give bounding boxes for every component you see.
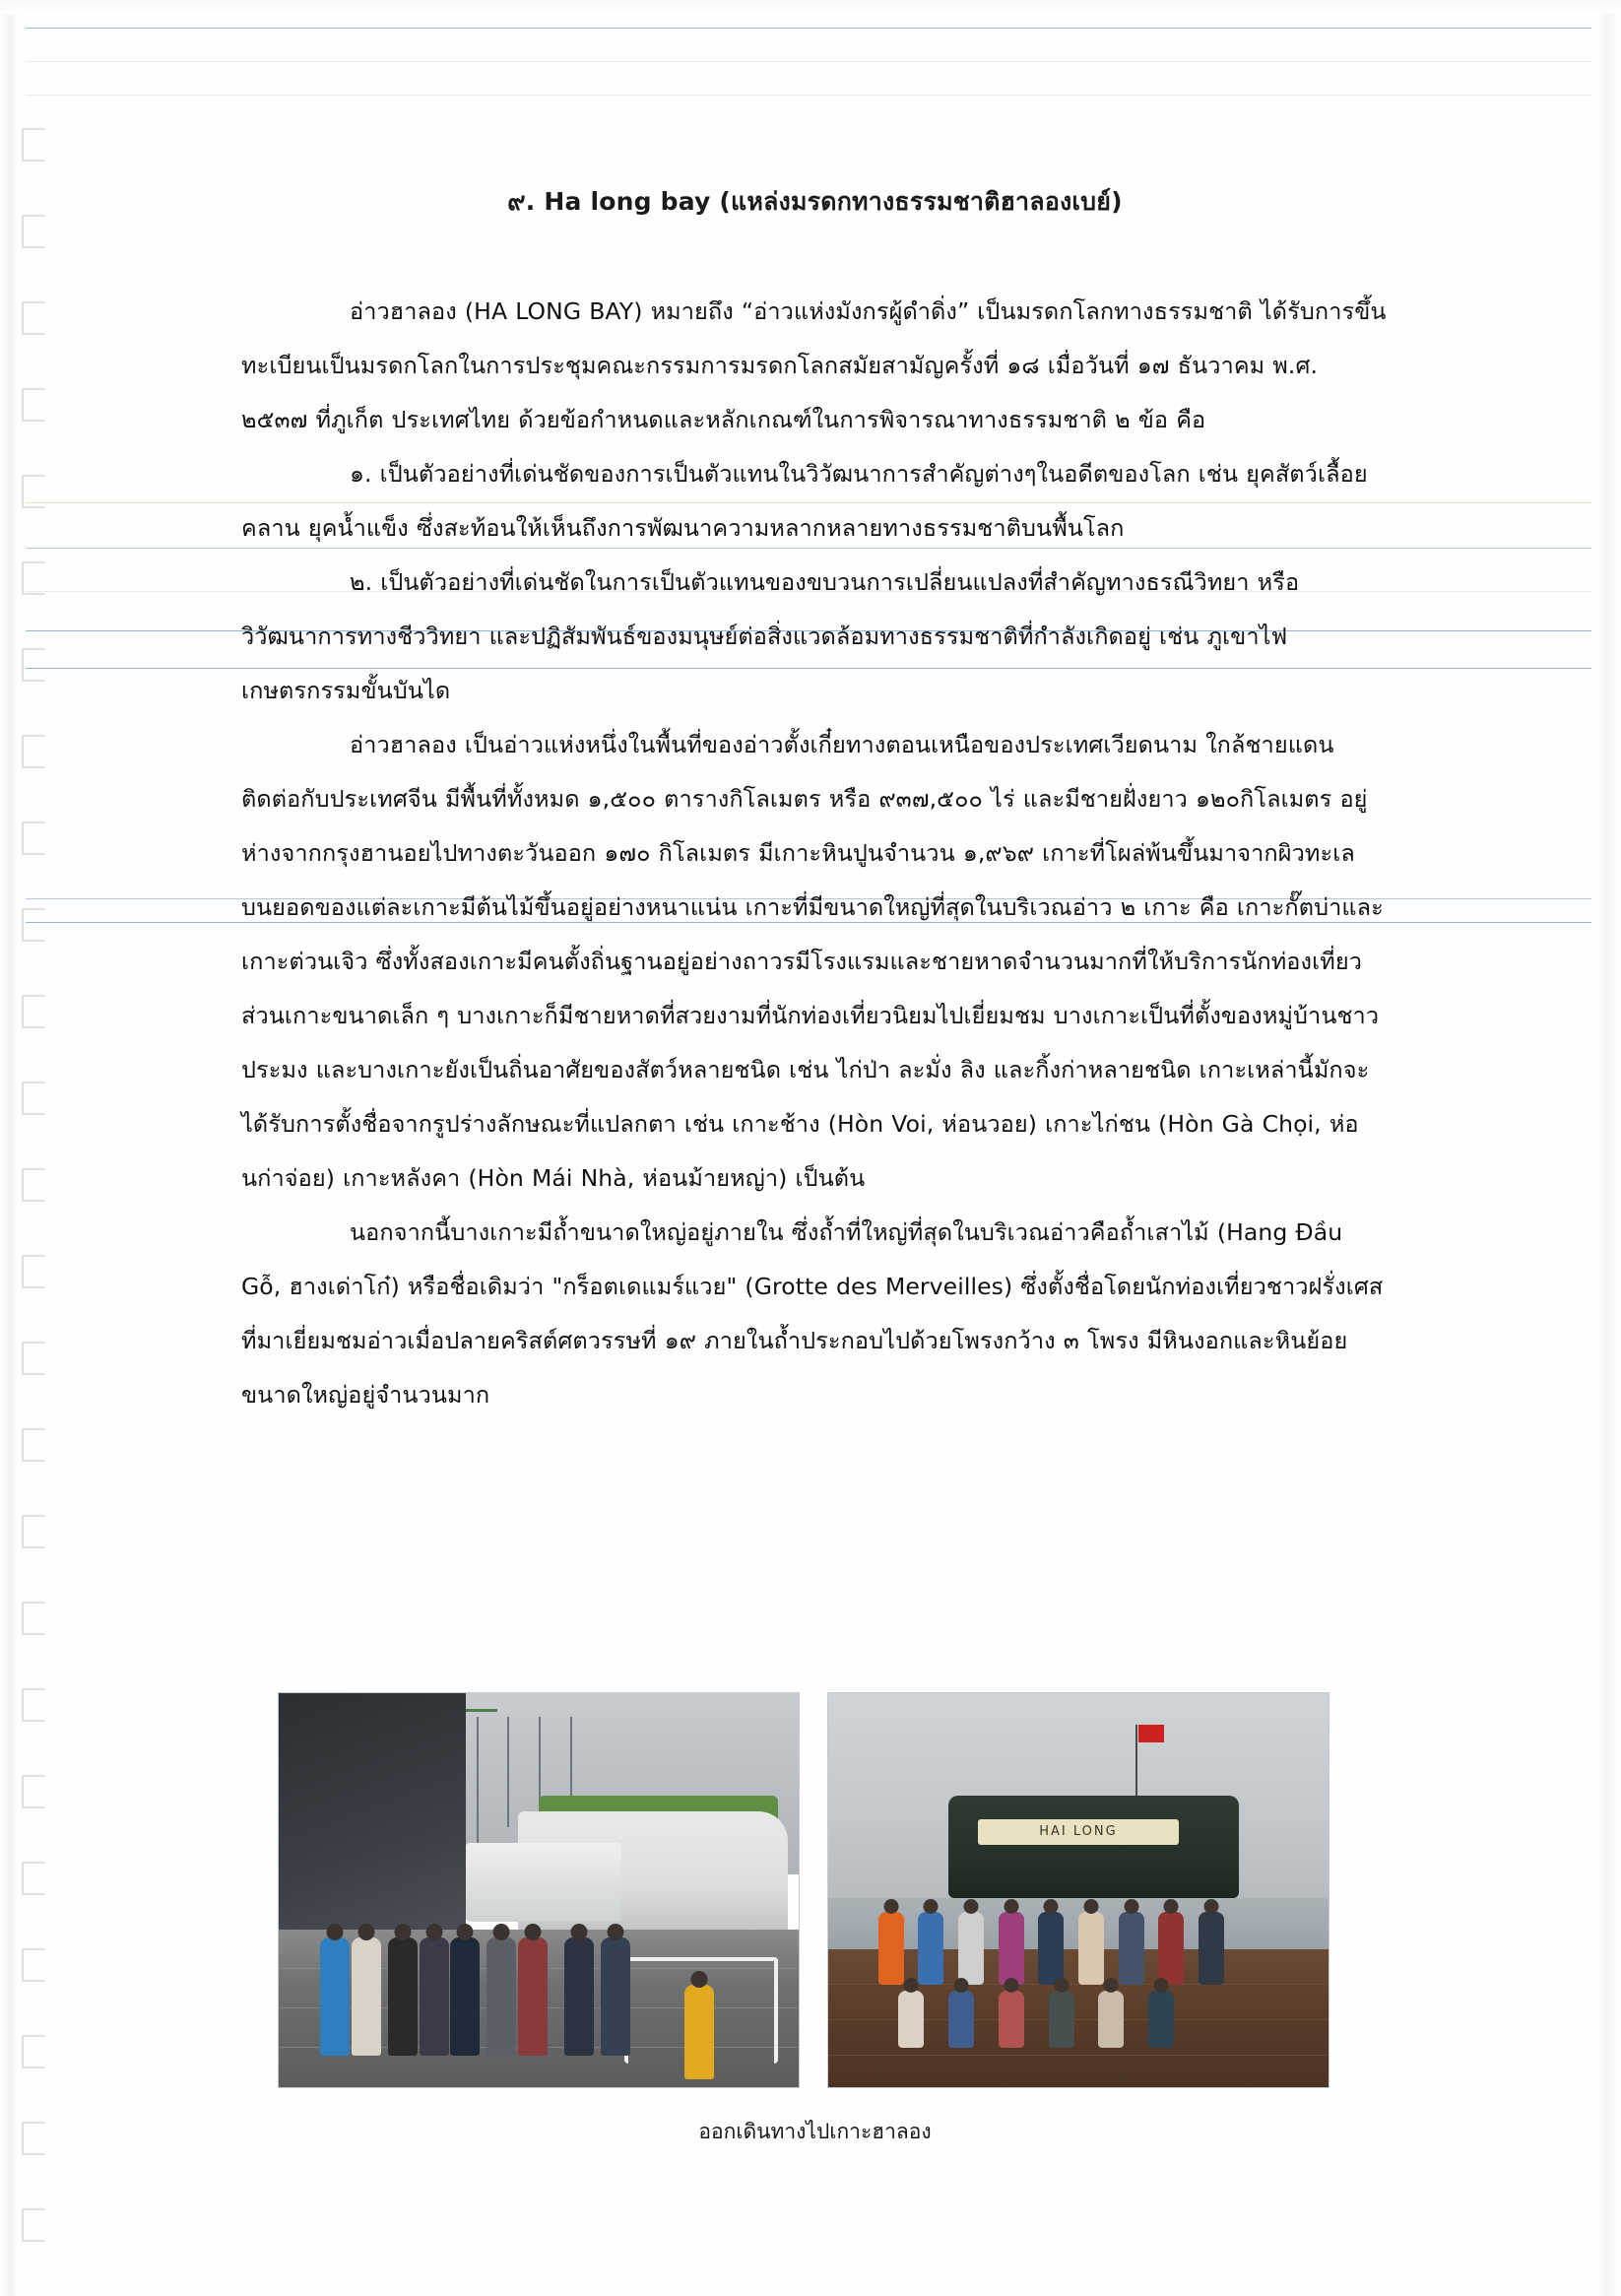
page-left-edge (0, 0, 18, 2296)
punch-mark (22, 1168, 45, 1202)
small-boat (466, 1843, 621, 1922)
punch-mark (22, 995, 45, 1028)
deck-plank (828, 2055, 1329, 2056)
photo-row (278, 1692, 1381, 2088)
punch-mark (22, 1948, 45, 1982)
punch-mark (22, 128, 45, 162)
page-right-edge (1599, 0, 1621, 2296)
punch-mark (22, 1515, 45, 1548)
scan-line (26, 95, 1591, 96)
punch-mark (22, 215, 45, 248)
flag (1138, 1725, 1164, 1742)
photo-caption: ออกเดินทางไปเกาะฮาลอง (698, 2120, 932, 2143)
punch-mark (22, 1602, 45, 1635)
paragraph-1: อ่าวฮาลอง (HA LONG BAY) หมายถึง “อ่าวแห่งมังกรผู้ดำดิ่ง” เป็นมรดกโลกทางธรรมชาติ ได้รับการขึ้นทะเบียนเป็นมรดกโลกในการประชุมคณะกรรมการมรดกโลกสมัยสามัญครั้งที่ ๑๘ เมื่อวันที่ ๑๗ ธันวาคม พ.ศ. ๒๕๓๗ ที่ภูเก็ต ประเทศไทย ด้วยข้อกำหนดและหลักเกณฑ์ในการพิจารณาทางธรรมชาติ ๒ ข้อ คือ (241, 297, 1387, 433)
punch-mark (22, 1688, 45, 1722)
scan-line (26, 61, 1591, 62)
group-on-deck-photo (827, 1692, 1329, 2088)
shaded-structure (279, 1693, 466, 1945)
punch-mark (22, 648, 45, 682)
document-body (241, 182, 1389, 1422)
punch-mark (22, 2208, 45, 2242)
boat-superstructure (948, 1796, 1239, 1898)
punch-mark (22, 1428, 45, 1462)
punch-mark (22, 1255, 45, 1288)
punch-mark (22, 1775, 45, 1808)
page-title: ๙. Ha long bay (แหล่งมรดกทางธรรมชาติฮาลองเบย์) (507, 187, 1123, 216)
punch-mark (22, 475, 45, 508)
paragraph-4: อ่าวฮาลอง เป็นอ่าวแห่งหนึ่งในพื้นที่ของอ่าวตั้งเกี๋ยทางตอนเหนือของประเทศเวียดนาม ใกล้ชายแดนติดต่อกับประเทศจีน มีพื้นที่ทั้งหมด ๑,๕๐๐ ตารางกิโลเมตร หรือ ๙๓๗,๕๐๐ ไร่ และมีชายฝั่งยาว ๑๒๐กิโลเมตร อยู่ห่างจากกรุงฮานอยไปทางตะวันออก ๑๗๐ กิโลเมตร มีเกาะหินปูนจำนวน ๑,๙๖๙ เกาะที่โผล่พ้นขึ้นมาจากผิวทะเล บนยอดของแต่ละเกาะมีต้นไม้ขึ้นอยู่อย่างหนาแน่น เกาะที่มีขนาดใหญ่ที่สุดในบริเวณอ่าว ๒ เกาะ คือ เกาะกั๊ตบ่าและเกาะต่วนเจิว ซึ่งทั้งสองเกาะมีคนตั้งถิ่นฐานอยู่อย่างถาวรมีโรงแรมและชายหาดจำนวนมากที่ให้บริการนักท่องเที่ยว ส่วนเกาะขนาดเล็ก ๆ บางเกาะก็มีชายหาดที่สวยงามที่นักท่องเที่ยวนิยมไปเยี่ยมชม บางเกาะเป็นที่ตั้งของหมู่บ้านชาวประมง และบางเกาะยังเป็นถิ่นอาศัยของสัตว์หลายชนิด เช่น ไก่ป่า ละมั่ง ลิง และกิ้งก่าหลายชนิด เกาะเหล่านี้มักจะได้รับการตั้งชื่อจากรูปร่างลักษณะที่แปลกตา เช่น เกาะช้าง (Hòn Voi, ห่อนวอย) เกาะไก่ชน (Hòn Gà Chọi, ห่อนก่าจ่อย) เกาะหลังคา (Hòn Mái Nhà, ห่อนม้ายหญ่า) เป็นต้น (241, 731, 1384, 1192)
punch-mark (22, 1862, 45, 1895)
punch-mark (22, 388, 45, 422)
boat-name-plate: HAI LONG (978, 1819, 1178, 1845)
punch-mark (22, 1082, 45, 1115)
mast (507, 1717, 509, 1827)
punch-mark (22, 908, 45, 942)
punch-mark (22, 301, 45, 335)
paragraph-2: ๑. เป็นตัวอย่างที่เด่นชัดของการเป็นตัวแทนในวิวัฒนาการสำคัญต่างๆในอดีตของโลก เช่น ยุคสัตว์เลื้อยคลาน ยุคน้ำแข็ง ซึ่งสะท้อนให้เห็นถึงการพัฒนาความหลากหลายทางธรรมชาติบนพื้นโลก (241, 460, 1368, 542)
pier-boats-photo (278, 1692, 800, 2088)
page-top-edge (0, 0, 1621, 14)
punch-mark (22, 2035, 45, 2068)
punch-mark (22, 1342, 45, 1375)
scan-line (26, 28, 1591, 29)
punch-mark (22, 561, 45, 595)
punch-mark (22, 2122, 45, 2155)
mast (477, 1717, 479, 1859)
punch-mark (22, 735, 45, 768)
paragraph-3: ๒. เป็นตัวอย่างที่เด่นชัดในการเป็นตัวแทนของขบวนการเปลี่ยนแปลงที่สำคัญทางธรณีวิทยา หรือวิวัฒนาการทางชีววิทยา และปฏิสัมพันธ์ของมนุษย์ต่อสิ่งแวดล้อมทางธรรมชาติที่กำลังเกิดอยู่ เช่น ภูเขาไฟ เกษตรกรรมขั้นบันได (241, 568, 1300, 704)
punch-mark (22, 821, 45, 855)
paragraph-5: นอกจากนี้บางเกาะมีถ้ำขนาดใหญ่อยู่ภายใน ซึ่งถ้ำที่ใหญ่ที่สุดในบริเวณอ่าวคือถ้ำเสาไม้ (Hang Đầu Gỗ, ฮางเด่าโก๋) หรือชื่อเดิมว่า "กร็อตเดแมร์แวย" (Grotte des Merveilles) ซึ่งตั้งชื่อโดยนักท่องเที่ยวชาวฝรั่งเศสที่มาเยี่ยมชมอ่าวเมื่อปลายคริสต์ศตวรรษที่ ๑๙ ภายในถ้ำประกอบไปด้วยโพรงกว้าง ๓ โพรง มีหินงอกและหินย้อยขนาดใหญ่อยู่จำนวนมาก (241, 1218, 1384, 1409)
